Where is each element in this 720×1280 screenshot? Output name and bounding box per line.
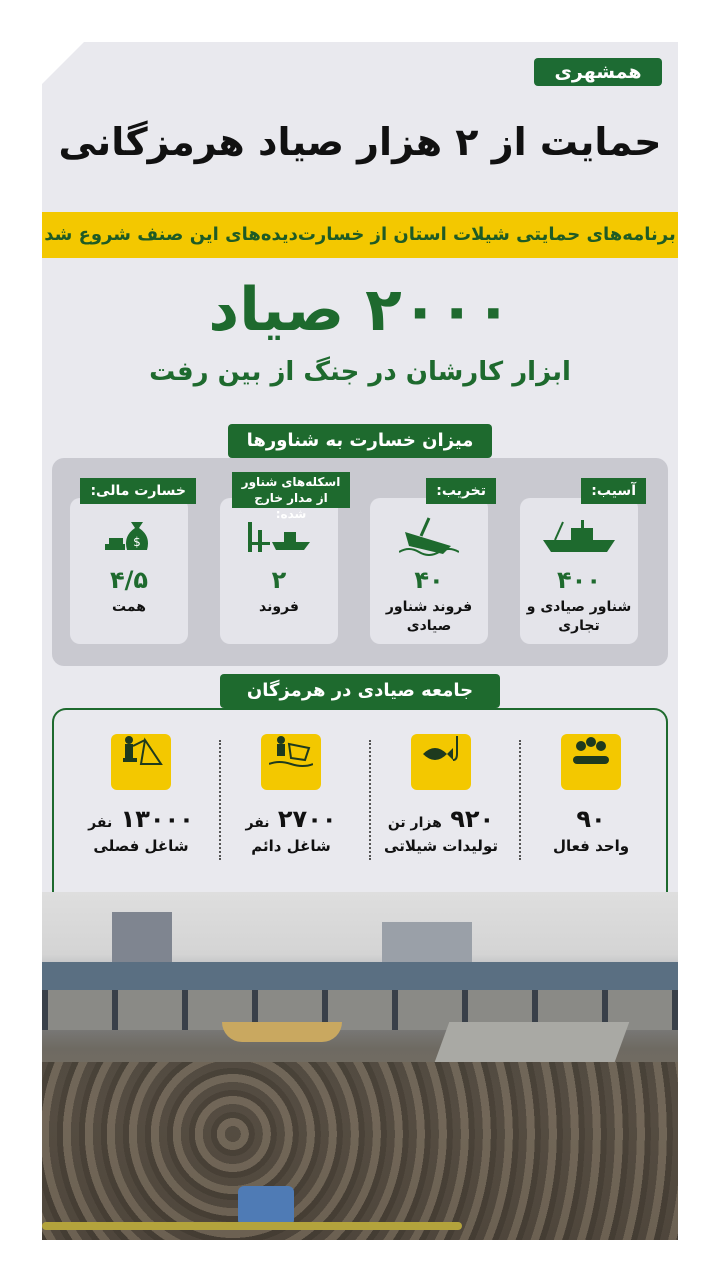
damage-label: همت xyxy=(112,599,146,615)
community-number: ۹۲۰ xyxy=(450,805,495,833)
fisherman-net-icon xyxy=(261,734,321,790)
damage-item-destroyed xyxy=(370,483,488,644)
wreckage xyxy=(435,1022,630,1062)
damage-value: ۴۰۰ xyxy=(557,566,601,594)
headline-subtitle: ابزار کارشان در جنگ از بین رفت xyxy=(149,357,571,387)
community-label: شاغل دائم xyxy=(251,837,331,855)
yellow-rope xyxy=(42,1222,462,1230)
community-item-permanent xyxy=(226,734,356,884)
community-unit: هزار تن xyxy=(387,815,442,831)
community-number: ۲۷۰۰ xyxy=(277,805,337,833)
community-unit: نفر xyxy=(88,815,113,831)
damage-value: ۴۰ xyxy=(414,566,444,594)
damage-label: فروند شناور صیادی xyxy=(385,599,473,634)
damage-ribbon: تخریب: xyxy=(426,478,496,504)
damage-ribbon: خسارت مالی: xyxy=(80,478,196,504)
community-value xyxy=(376,804,506,838)
background-building xyxy=(382,922,472,962)
card-corner-cut xyxy=(42,42,84,84)
page-title: حمایت از ۲ هزار صیاد هرمزگانی xyxy=(58,120,662,164)
pier-icon xyxy=(220,516,338,560)
community-label: تولیدات شیلاتی xyxy=(384,837,498,855)
sinking-boat-icon xyxy=(370,516,488,560)
damage-label: شناور صیادی و تجاری xyxy=(526,599,632,634)
ribbon-line-1: اسکله‌های شناور xyxy=(241,475,341,489)
shed-roof xyxy=(42,962,678,990)
damage-value: ۴/۵ xyxy=(109,566,149,594)
community-number: ۱۳۰۰۰ xyxy=(120,805,194,833)
damage-ribbon: آسیب: xyxy=(581,478,646,504)
community-value xyxy=(526,804,656,834)
damage-section-title: میزان خسارت به شناورها xyxy=(228,424,492,458)
community-value xyxy=(226,804,356,838)
damage-item-financial xyxy=(70,483,188,644)
fishing-boat-icon xyxy=(520,516,638,560)
damaged-boat xyxy=(222,1022,342,1042)
community-label: واحد فعال xyxy=(552,837,630,855)
svg-text:$: $ xyxy=(133,535,141,549)
damage-value: ۲ xyxy=(271,566,287,594)
community-panel xyxy=(52,708,668,898)
community-label: شاغل فصلی xyxy=(93,837,189,855)
fish-hook-icon xyxy=(411,734,471,790)
blue-drum xyxy=(238,1186,294,1226)
dotted-separator xyxy=(369,740,371,860)
damage-item-affected xyxy=(520,483,638,644)
infographic-card xyxy=(42,42,678,1240)
subtitle-banner: برنامه‌های حمایتی شیلات استان از خسارت‌دیده‌های این صنف شروع شد xyxy=(42,212,678,258)
damage-ribbon xyxy=(232,472,350,521)
debris-ground xyxy=(42,1062,678,1240)
ribbon-line-2: از مدار خارج شده: xyxy=(254,491,328,521)
dotted-separator xyxy=(219,740,221,860)
fisherman-casting-icon xyxy=(111,734,171,790)
community-number: ۹۰ xyxy=(576,805,606,833)
damage-item-piers xyxy=(220,475,341,644)
community-unit: نفر xyxy=(245,815,270,831)
group-icon xyxy=(561,734,621,790)
community-item-units xyxy=(526,734,656,884)
dotted-separator xyxy=(519,740,521,860)
community-item-seasonal xyxy=(76,734,206,884)
community-item-production xyxy=(376,734,506,884)
community-value xyxy=(76,804,206,838)
damage-label: فروند xyxy=(259,599,299,615)
damaged-harbor-photo xyxy=(42,892,678,1240)
damage-panel xyxy=(52,458,668,666)
money-bag-icon xyxy=(70,516,188,560)
community-section-title: جامعه صیادی در هرمزگان xyxy=(220,674,500,708)
headline-number: ۲۰۰۰ صیاد xyxy=(208,275,512,345)
brand-logo: همشهری xyxy=(534,58,662,86)
